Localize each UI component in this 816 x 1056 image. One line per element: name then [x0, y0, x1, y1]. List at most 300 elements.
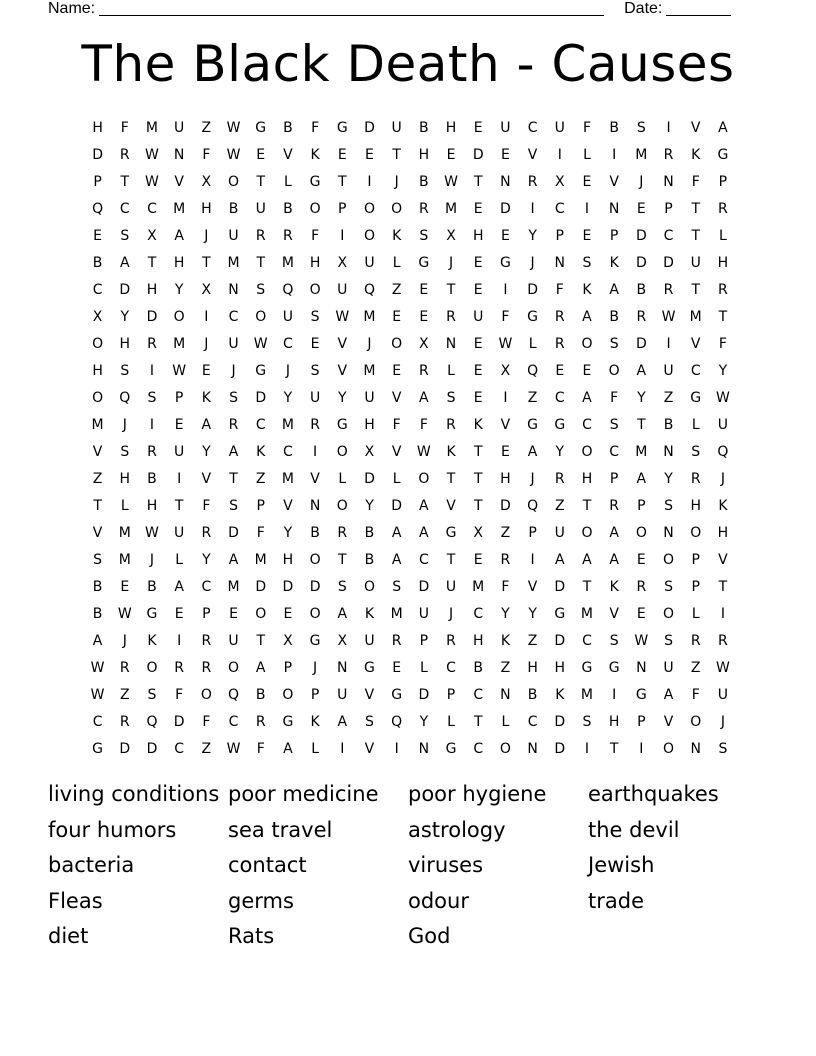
grid-cell[interactable]: J	[204, 335, 209, 352]
grid-cell[interactable]: B	[609, 308, 619, 325]
grid-cell[interactable]: O	[363, 200, 375, 217]
grid-cell[interactable]: M	[635, 443, 648, 460]
grid-cell[interactable]: F	[419, 416, 428, 433]
grid-cell[interactable]: O	[92, 389, 104, 406]
grid-cell[interactable]: N	[309, 497, 321, 514]
grid-cell[interactable]: J	[394, 173, 399, 190]
grid-cell[interactable]: G	[391, 686, 403, 703]
grid-cell[interactable]: X	[500, 362, 511, 379]
grid-cell[interactable]: P	[338, 200, 347, 217]
grid-cell[interactable]: B	[283, 200, 293, 217]
grid-cell[interactable]: R	[554, 335, 565, 352]
grid-cell[interactable]: J	[720, 470, 725, 487]
grid-cell[interactable]: A	[609, 551, 619, 568]
grid-cell[interactable]: D	[119, 740, 131, 757]
grid-cell[interactable]: U	[174, 119, 185, 136]
grid-cell[interactable]: B	[419, 173, 429, 190]
grid-cell[interactable]: W	[715, 659, 730, 676]
grid-cell[interactable]: P	[664, 200, 673, 217]
grid-cell[interactable]: A	[527, 443, 538, 460]
grid-cell[interactable]: R	[663, 281, 674, 298]
grid-cell[interactable]: B	[473, 659, 484, 676]
grid-cell[interactable]: S	[664, 497, 673, 514]
grid-cell[interactable]: T	[473, 497, 483, 514]
grid-cell[interactable]: T	[582, 497, 592, 514]
grid-cell[interactable]: Z	[119, 686, 130, 703]
grid-cell[interactable]: J	[285, 362, 290, 379]
grid-cell[interactable]: O	[581, 335, 593, 352]
grid-cell[interactable]: P	[637, 497, 646, 514]
grid-cell[interactable]: P	[609, 227, 619, 244]
grid-cell[interactable]: L	[419, 659, 428, 676]
grid-cell[interactable]: H	[445, 119, 457, 136]
grid-cell[interactable]: S	[120, 362, 130, 379]
grid-cell[interactable]: U	[228, 227, 239, 244]
grid-cell[interactable]: X	[473, 524, 484, 541]
grid-cell[interactable]: J	[149, 551, 155, 568]
grid-cell[interactable]: U	[228, 335, 239, 352]
grid-cell[interactable]: C	[554, 389, 565, 406]
grid-cell[interactable]: R	[636, 578, 647, 595]
grid-cell[interactable]: J	[448, 605, 454, 622]
grid-cell[interactable]: D	[364, 470, 375, 487]
grid-cell[interactable]: W	[335, 308, 350, 325]
grid-cell[interactable]: O	[499, 740, 511, 757]
grid-cell[interactable]: F	[202, 146, 211, 163]
grid-cell[interactable]: I	[720, 605, 725, 622]
grid-cell[interactable]: V	[337, 362, 348, 379]
grid-cell[interactable]: V	[201, 470, 212, 487]
grid-cell[interactable]: H	[119, 470, 131, 487]
grid-cell[interactable]: V	[609, 173, 619, 190]
grid-cell[interactable]: P	[555, 227, 564, 244]
grid-cell[interactable]: N	[418, 740, 430, 757]
grid-cell[interactable]: J	[530, 254, 535, 271]
grid-cell[interactable]: E	[446, 146, 456, 163]
grid-cell[interactable]: Y	[501, 605, 510, 622]
grid-cell[interactable]: O	[418, 470, 430, 487]
grid-cell[interactable]: R	[255, 227, 266, 244]
grid-cell[interactable]: P	[691, 578, 700, 595]
grid-cell[interactable]: U	[663, 362, 674, 379]
grid-cell[interactable]: M	[363, 362, 376, 379]
grid-cell[interactable]: C	[473, 686, 484, 703]
grid-cell[interactable]: I	[666, 119, 671, 136]
grid-cell[interactable]: E	[555, 362, 565, 379]
grid-cell[interactable]: F	[691, 173, 700, 190]
grid-cell[interactable]: W	[226, 740, 241, 757]
grid-cell[interactable]: E	[473, 362, 483, 379]
grid-cell[interactable]: K	[310, 713, 320, 730]
grid-cell[interactable]: F	[610, 389, 619, 406]
grid-cell[interactable]: G	[418, 254, 430, 271]
grid-cell[interactable]: T	[718, 308, 728, 325]
grid-cell[interactable]: E	[93, 227, 103, 244]
grid-cell[interactable]: T	[229, 470, 238, 487]
grid-cell[interactable]: E	[473, 551, 483, 568]
grid-cell[interactable]: Q	[527, 497, 539, 514]
grid-cell[interactable]: B	[147, 578, 157, 595]
grid-cell[interactable]: I	[204, 308, 209, 325]
grid-cell[interactable]: H	[690, 497, 701, 514]
grid-cell[interactable]: G	[282, 713, 294, 730]
grid-cell[interactable]: A	[663, 686, 674, 703]
grid-cell[interactable]: E	[473, 119, 483, 136]
grid-cell[interactable]: D	[228, 524, 239, 541]
grid-cell[interactable]: P	[310, 686, 320, 703]
grid-cell[interactable]: T	[256, 254, 265, 271]
grid-cell[interactable]: H	[717, 524, 729, 541]
grid-cell[interactable]: N	[554, 254, 566, 271]
grid-cell[interactable]: U	[554, 524, 565, 541]
grid-cell[interactable]: Y	[283, 524, 293, 541]
grid-cell[interactable]: V	[337, 335, 348, 352]
grid-cell[interactable]: E	[419, 308, 429, 325]
grid-cell[interactable]: S	[229, 389, 238, 406]
grid-cell[interactable]: L	[691, 416, 700, 433]
grid-cell[interactable]: B	[283, 119, 293, 136]
grid-cell[interactable]: V	[718, 551, 728, 568]
grid-cell[interactable]: K	[691, 146, 701, 163]
grid-cell[interactable]: D	[554, 713, 566, 730]
grid-cell[interactable]: A	[582, 308, 592, 325]
grid-cell[interactable]: M	[580, 605, 594, 622]
grid-cell[interactable]: T	[338, 551, 347, 568]
grid-cell[interactable]: R	[201, 659, 212, 676]
grid-cell[interactable]: S	[664, 632, 673, 649]
grid-cell[interactable]: E	[392, 308, 402, 325]
grid-cell[interactable]: O	[282, 686, 294, 703]
grid-cell[interactable]: M	[281, 470, 294, 487]
grid-cell[interactable]: A	[718, 119, 728, 136]
grid-cell[interactable]: V	[663, 713, 674, 730]
grid-cell[interactable]: U	[663, 659, 674, 676]
grid-cell[interactable]: D	[364, 119, 375, 136]
grid-cell[interactable]: S	[582, 713, 592, 730]
grid-cell[interactable]: A	[609, 281, 619, 298]
grid-cell[interactable]: Z	[663, 389, 674, 406]
grid-cell[interactable]: K	[147, 632, 157, 649]
grid-cell[interactable]: R	[255, 713, 266, 730]
grid-cell[interactable]: F	[392, 416, 401, 433]
grid-cell[interactable]: X	[337, 254, 348, 271]
grid-cell[interactable]: V	[174, 173, 184, 190]
grid-cell[interactable]: H	[581, 470, 593, 487]
grid-cell[interactable]: Z	[500, 659, 511, 676]
grid-cell[interactable]: U	[418, 605, 429, 622]
grid-cell[interactable]: B	[364, 551, 375, 568]
grid-cell[interactable]: Q	[717, 443, 729, 460]
grid-cell[interactable]: V	[609, 605, 619, 622]
grid-cell[interactable]: R	[228, 416, 239, 433]
grid-cell[interactable]: N	[663, 524, 674, 541]
grid-cell[interactable]: E	[473, 200, 483, 217]
grid-cell[interactable]: F	[202, 497, 211, 514]
grid-cell[interactable]: H	[472, 227, 484, 244]
grid-cell[interactable]: R	[690, 470, 701, 487]
grid-cell[interactable]: U	[391, 119, 402, 136]
grid-cell[interactable]: J	[448, 254, 454, 271]
grid-cell[interactable]: M	[227, 578, 240, 595]
grid-cell[interactable]: K	[446, 443, 456, 460]
grid-cell[interactable]: B	[147, 470, 157, 487]
grid-cell[interactable]: R	[446, 632, 456, 649]
grid-cell[interactable]: I	[177, 632, 182, 649]
grid-cell[interactable]: E	[500, 146, 510, 163]
grid-cell[interactable]: D	[146, 308, 158, 325]
grid-cell[interactable]: D	[255, 389, 267, 406]
grid-cell[interactable]: Y	[664, 470, 673, 487]
grid-cell[interactable]: K	[582, 281, 592, 298]
grid-cell[interactable]: Z	[690, 659, 701, 676]
grid-cell[interactable]: A	[174, 578, 184, 595]
grid-cell[interactable]: D	[635, 335, 647, 352]
grid-cell[interactable]: T	[718, 578, 728, 595]
grid-cell[interactable]: V	[310, 470, 320, 487]
grid-cell[interactable]: J	[367, 335, 372, 352]
grid-cell[interactable]: E	[337, 146, 347, 163]
grid-cell[interactable]: E	[636, 605, 646, 622]
grid-cell[interactable]: V	[500, 416, 511, 433]
grid-cell[interactable]: Q	[119, 389, 131, 406]
grid-cell[interactable]: I	[149, 416, 155, 433]
grid-cell[interactable]: G	[635, 686, 647, 703]
grid-cell[interactable]: S	[147, 389, 157, 406]
grid-cell[interactable]: F	[718, 335, 727, 352]
grid-cell[interactable]: D	[500, 200, 511, 217]
grid-cell[interactable]: A	[419, 389, 429, 406]
grid-cell[interactable]: C	[473, 605, 484, 622]
grid-cell[interactable]: U	[255, 200, 266, 217]
grid-cell[interactable]: Z	[255, 470, 266, 487]
grid-cell[interactable]: E	[473, 281, 483, 298]
grid-cell[interactable]: A	[609, 524, 619, 541]
grid-cell[interactable]: C	[527, 713, 538, 730]
grid-cell[interactable]: F	[691, 686, 700, 703]
grid-cell[interactable]: S	[664, 578, 673, 595]
grid-cell[interactable]: M	[281, 254, 294, 271]
grid-cell[interactable]: Y	[528, 605, 537, 622]
grid-cell[interactable]: G	[608, 659, 620, 676]
grid-cell[interactable]: R	[718, 632, 728, 649]
grid-cell[interactable]: W	[226, 119, 241, 136]
grid-cell[interactable]: R	[418, 200, 429, 217]
grid-cell[interactable]: Y	[120, 308, 130, 325]
grid-cell[interactable]: G	[581, 659, 593, 676]
grid-cell[interactable]: L	[120, 497, 129, 514]
grid-cell[interactable]: D	[663, 254, 674, 271]
grid-cell[interactable]: Q	[146, 713, 158, 730]
grid-cell[interactable]: X	[147, 227, 157, 244]
grid-cell[interactable]: X	[419, 335, 429, 352]
grid-cell[interactable]: J	[122, 632, 127, 649]
grid-cell[interactable]: R	[718, 281, 728, 298]
grid-cell[interactable]: O	[391, 200, 403, 217]
grid-cell[interactable]: O	[690, 713, 702, 730]
grid-cell[interactable]: E	[365, 146, 374, 163]
grid-cell[interactable]: C	[283, 335, 293, 352]
grid-cell[interactable]: Y	[365, 497, 374, 514]
grid-cell[interactable]: R	[147, 443, 157, 460]
grid-cell[interactable]: D	[635, 227, 647, 244]
grid-cell[interactable]: K	[392, 227, 402, 244]
grid-cell[interactable]: U	[717, 416, 729, 433]
grid-cell[interactable]: D	[255, 578, 267, 595]
grid-cell[interactable]: M	[635, 146, 648, 163]
grid-cell[interactable]: J	[231, 362, 236, 379]
grid-cell[interactable]: A	[636, 362, 647, 379]
grid-cell[interactable]: W	[715, 389, 730, 406]
grid-cell[interactable]: Q	[228, 686, 240, 703]
grid-cell[interactable]: J	[122, 416, 127, 433]
grid-cell[interactable]: G	[690, 389, 702, 406]
grid-cell[interactable]: A	[283, 740, 293, 757]
grid-cell[interactable]: W	[90, 659, 105, 676]
grid-cell[interactable]: P	[446, 686, 456, 703]
grid-cell[interactable]: A	[337, 605, 348, 622]
grid-cell[interactable]: H	[364, 416, 375, 433]
grid-cell[interactable]: P	[528, 524, 537, 541]
grid-cell[interactable]: A	[582, 551, 592, 568]
grid-cell[interactable]: A	[391, 551, 402, 568]
grid-cell[interactable]: T	[446, 281, 456, 298]
grid-cell[interactable]: A	[201, 416, 212, 433]
grid-cell[interactable]: D	[500, 497, 511, 514]
grid-cell[interactable]: T	[473, 173, 483, 190]
grid-cell[interactable]: Z	[527, 632, 538, 649]
grid-cell[interactable]: G	[309, 632, 321, 649]
grid-cell[interactable]: B	[663, 416, 674, 433]
grid-cell[interactable]: H	[608, 713, 620, 730]
grid-cell[interactable]: B	[92, 254, 103, 271]
grid-cell[interactable]: P	[637, 713, 646, 730]
grid-cell[interactable]: E	[174, 605, 184, 622]
grid-cell[interactable]: Z	[201, 119, 212, 136]
grid-cell[interactable]: U	[500, 119, 511, 136]
grid-cell[interactable]: D	[554, 740, 566, 757]
grid-cell[interactable]: D	[418, 686, 430, 703]
grid-cell[interactable]: N	[527, 740, 538, 757]
grid-cell[interactable]: V	[92, 443, 103, 460]
grid-cell[interactable]: C	[228, 308, 239, 325]
grid-cell[interactable]: F	[311, 227, 320, 244]
grid-cell[interactable]: J	[313, 659, 318, 676]
grid-cell[interactable]: Z	[527, 389, 538, 406]
grid-cell[interactable]: X	[554, 173, 565, 190]
grid-cell[interactable]: Q	[282, 281, 294, 298]
grid-cell[interactable]: L	[447, 362, 455, 379]
grid-cell[interactable]: K	[256, 443, 266, 460]
grid-cell[interactable]: S	[609, 632, 619, 649]
grid-cell[interactable]: W	[253, 335, 268, 352]
grid-cell[interactable]: E	[473, 389, 483, 406]
grid-cell[interactable]: A	[119, 254, 130, 271]
grid-cell[interactable]: M	[118, 524, 131, 541]
grid-cell[interactable]: S	[256, 281, 266, 298]
grid-cell[interactable]: C	[609, 443, 620, 460]
grid-cell[interactable]: G	[146, 605, 158, 622]
grid-cell[interactable]: D	[173, 713, 185, 730]
grid-cell[interactable]: G	[445, 524, 457, 541]
grid-cell[interactable]: O	[336, 443, 348, 460]
grid-cell[interactable]: I	[394, 740, 399, 757]
grid-cell[interactable]: C	[201, 578, 212, 595]
grid-cell[interactable]: G	[554, 605, 566, 622]
grid-cell[interactable]: I	[177, 470, 182, 487]
grid-cell[interactable]: I	[530, 551, 535, 568]
grid-cell[interactable]: U	[337, 281, 348, 298]
grid-cell[interactable]: V	[391, 443, 402, 460]
grid-cell[interactable]: B	[609, 119, 619, 136]
grid-cell[interactable]: J	[530, 470, 535, 487]
grid-cell[interactable]: V	[92, 524, 103, 541]
grid-cell[interactable]: N	[663, 173, 674, 190]
grid-cell[interactable]: M	[173, 335, 186, 352]
grid-cell[interactable]: O	[663, 551, 675, 568]
grid-cell[interactable]: G	[255, 119, 267, 136]
grid-cell[interactable]: L	[175, 551, 184, 568]
grid-cell[interactable]: W	[416, 443, 431, 460]
grid-cell[interactable]: I	[612, 686, 617, 703]
grid-cell[interactable]: T	[609, 740, 619, 757]
grid-cell[interactable]: C	[228, 713, 239, 730]
grid-cell[interactable]: W	[90, 686, 105, 703]
grid-cell[interactable]: A	[582, 389, 592, 406]
grid-cell[interactable]: F	[555, 281, 564, 298]
grid-cell[interactable]: A	[228, 551, 239, 568]
grid-cell[interactable]: E	[174, 416, 184, 433]
grid-cell[interactable]: S	[392, 578, 402, 595]
grid-cell[interactable]: M	[281, 416, 294, 433]
grid-cell[interactable]: A	[255, 659, 266, 676]
grid-cell[interactable]: W	[145, 173, 159, 190]
grid-cell[interactable]: F	[175, 686, 184, 703]
grid-cell[interactable]: L	[583, 146, 591, 163]
grid-cell[interactable]: G	[364, 659, 375, 676]
grid-cell[interactable]: N	[500, 173, 511, 190]
grid-cell[interactable]: O	[363, 578, 375, 595]
grid-cell[interactable]: G	[336, 416, 348, 433]
grid-cell[interactable]: H	[554, 659, 566, 676]
grid-cell[interactable]: I	[612, 146, 617, 163]
grid-cell[interactable]: G	[527, 308, 539, 325]
grid-cell[interactable]: H	[282, 551, 294, 568]
grid-cell[interactable]: P	[283, 659, 293, 676]
grid-cell[interactable]: T	[338, 173, 347, 190]
grid-cell[interactable]: X	[446, 227, 456, 244]
grid-cell[interactable]: T	[256, 632, 265, 649]
grid-cell[interactable]: M	[227, 254, 240, 271]
grid-cell[interactable]: V	[364, 740, 375, 757]
grid-cell[interactable]: R	[283, 227, 293, 244]
grid-cell[interactable]: Q	[391, 713, 403, 730]
grid-cell[interactable]: D	[92, 146, 103, 163]
grid-cell[interactable]: K	[718, 497, 728, 514]
grid-cell[interactable]: I	[313, 443, 318, 460]
grid-cell[interactable]: U	[445, 578, 457, 595]
grid-cell[interactable]: B	[92, 605, 103, 622]
grid-cell[interactable]: G	[255, 362, 267, 379]
grid-cell[interactable]: A	[636, 470, 647, 487]
grid-cell[interactable]: F	[311, 119, 320, 136]
grid-cell[interactable]: D	[282, 578, 294, 595]
grid-cell[interactable]: E	[392, 362, 402, 379]
grid-cell[interactable]: A	[337, 713, 348, 730]
grid-cell[interactable]: G	[717, 146, 729, 163]
grid-cell[interactable]: Y	[419, 713, 429, 730]
grid-cell[interactable]: Z	[201, 740, 212, 757]
grid-cell[interactable]: M	[689, 308, 702, 325]
